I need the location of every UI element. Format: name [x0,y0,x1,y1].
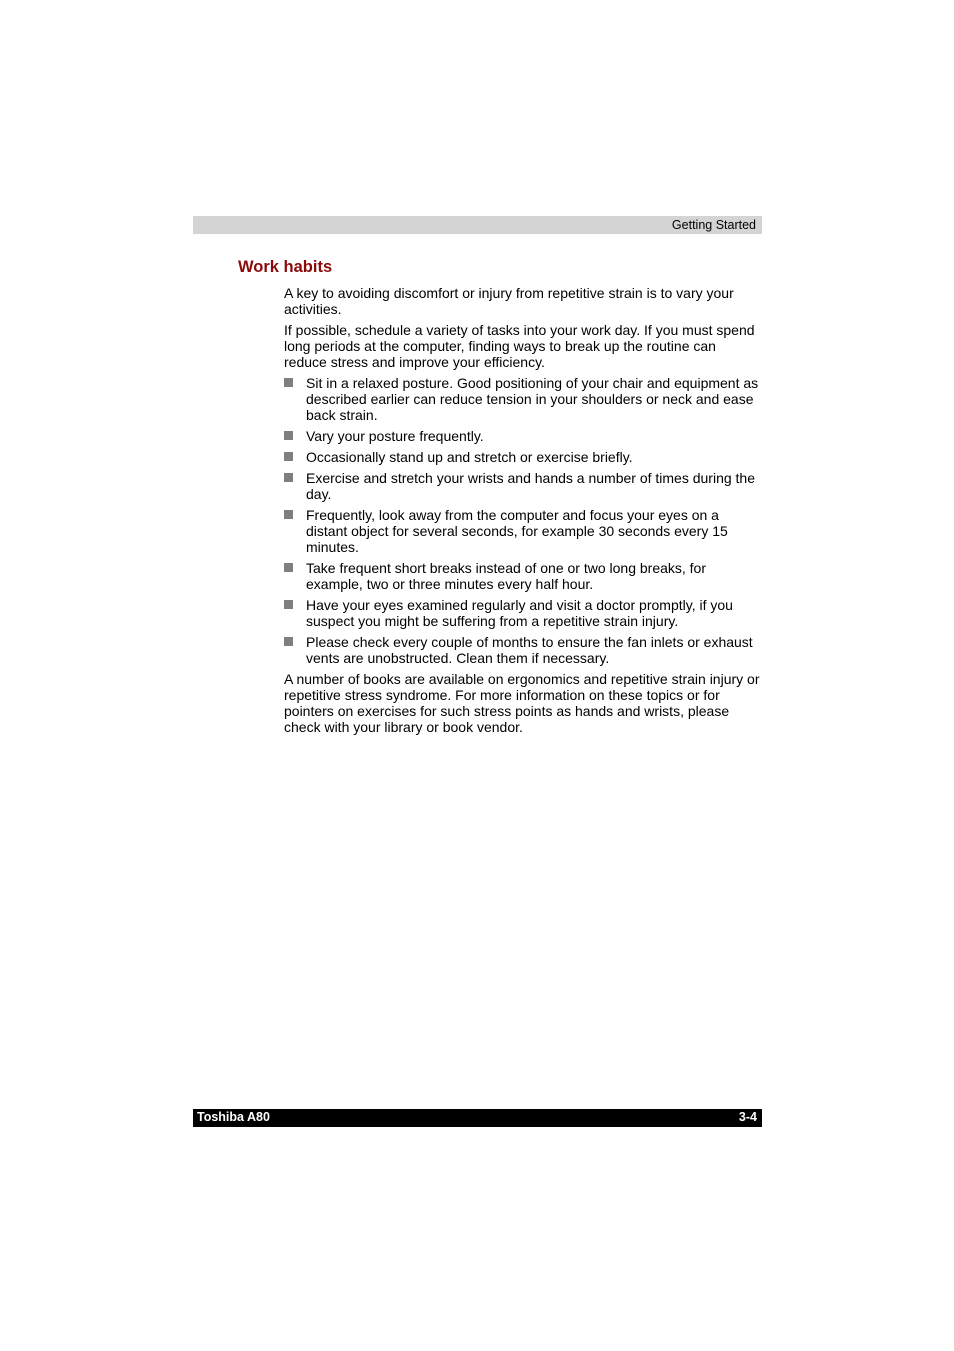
square-bullet-icon [284,473,293,482]
square-bullet-icon [284,510,293,519]
list-item-text: Frequently, look away from the computer and focus your eyes on a distant object for several seconds, for example 30 seconds every 15 minutes. [306,507,728,555]
list-item [284,634,762,666]
list-item [284,375,762,423]
list-item-text: Exercise and stretch your wrists and hands a number of times during the day. [306,470,755,502]
section-heading: Work habits [238,258,333,276]
intro-paragraph: A key to avoiding discomfort or injury from repetitive strain is to vary your activities. [284,285,734,317]
list-item [284,597,762,629]
closing-paragraph: A number of books are available on ergonomics and repetitive strain injury or repetitive stress syndrome. For more information on these topics or for pointers on exercises for such stress points as hands and wrists, please check with your library or book vendor. [284,671,760,735]
list-item [284,449,762,465]
chapter-title: Getting Started [671,218,756,232]
list-item-text: Sit in a relaxed posture. Good positioning of your chair and equipment as described earlier can reduce tension in your shoulders or neck and ease back strain. [306,375,759,423]
list-item [284,470,762,502]
list-item [284,560,762,592]
product-name: Toshiba A80 [197,1110,270,1124]
square-bullet-icon [284,563,293,572]
list-item-text: Please check every couple of months to ensure the fan inlets or exhaust vents are unobstructed. Clean them if necessary. [306,634,753,666]
list-item [284,507,762,555]
list-item-text: Have your eyes examined regularly and visit a doctor promptly, if you suspect you might be suffering from a repetitive strain injury. [306,597,733,629]
list-item-text: Occasionally stand up and stretch or exercise briefly. [306,449,633,465]
page-number: 3-4 [738,1110,757,1124]
section-body [284,285,762,740]
square-bullet-icon [284,637,293,646]
bullet-list [284,375,762,666]
list-item-text: Take frequent short breaks instead of one or two long breaks, for example, two or three minutes every half hour. [306,560,707,592]
list-item [284,428,762,444]
running-header [193,216,762,234]
square-bullet-icon [284,431,293,440]
square-bullet-icon [284,452,293,461]
list-item-text: Vary your posture frequently. [306,428,484,444]
intro-paragraph: If possible, schedule a variety of tasks into your work day. If you must spend long periods at the computer, finding ways to break up the routine can reduce stress and improve your efficiency. [284,322,755,370]
square-bullet-icon [284,378,293,387]
square-bullet-icon [284,600,293,609]
running-footer [193,1109,762,1127]
